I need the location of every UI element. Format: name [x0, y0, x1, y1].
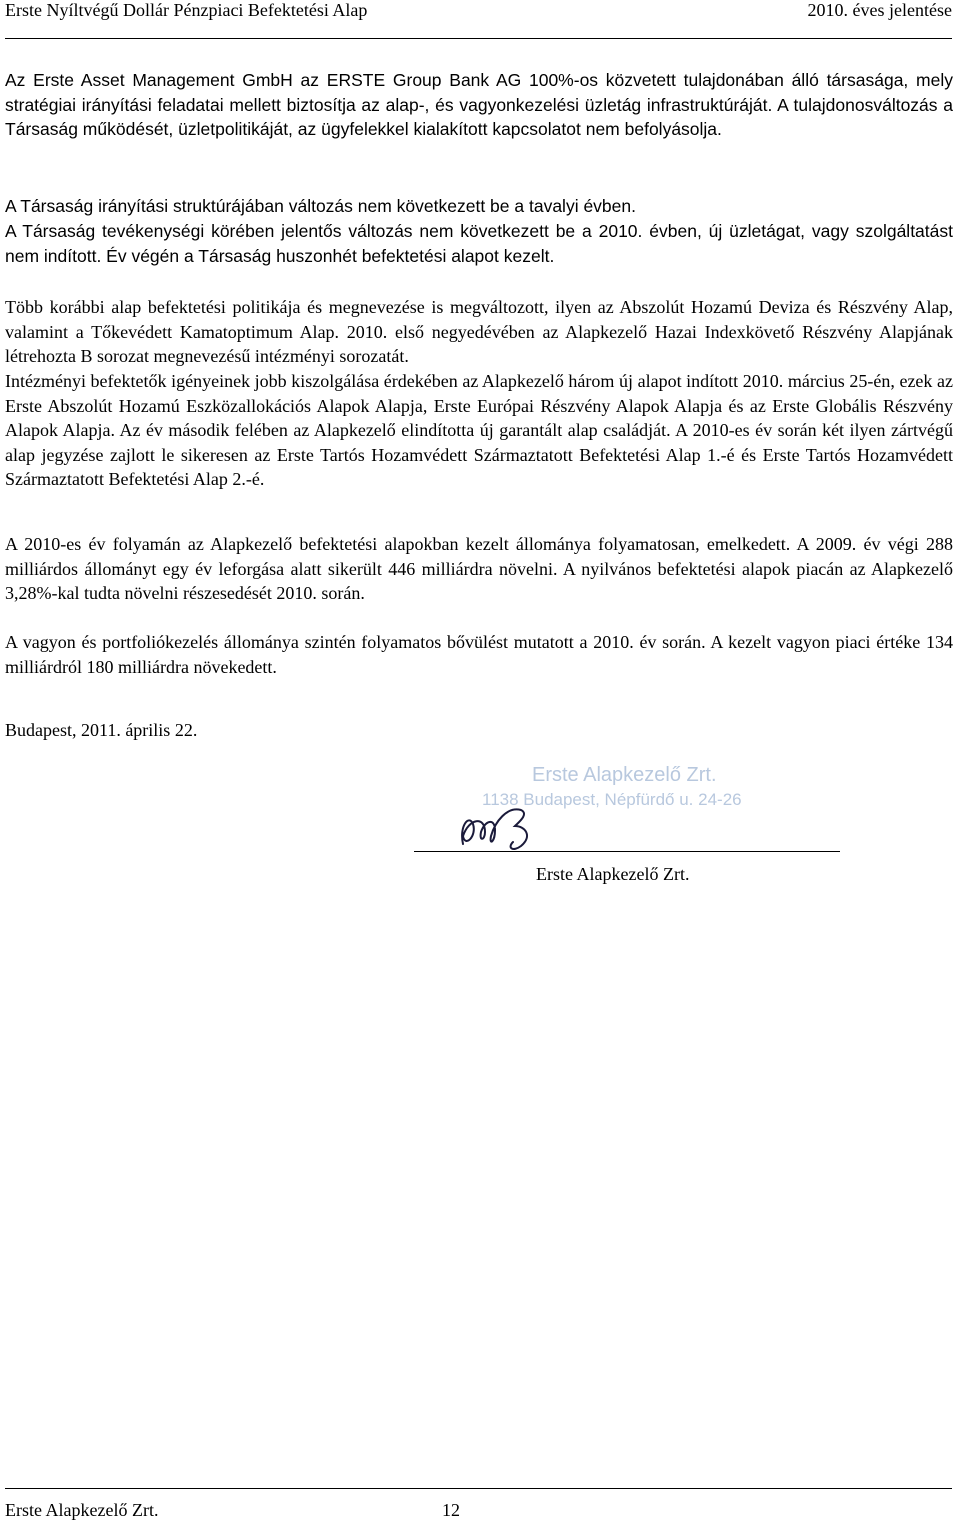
paragraph-activities: A Társaság tevékenységi körében jelentős változás nem következett be a 2010. évben, új üzletágat, vagy szolgáltatást nem indított. Év végén a Társaság huszonhét befektetési alapot kezelt. [5, 221, 953, 266]
stamp-company-name: Erste Alapkezelő Zrt. [532, 764, 717, 786]
place-and-date: Budapest, 2011. április 22. [5, 720, 198, 740]
header-fund-name: Erste Nyíltvégű Dollár Pénzpiaci Befektetési Alap [5, 0, 368, 20]
header-report-title: 2010. éves jelentése [807, 0, 952, 20]
paragraph-new-funds: Intézményi befektetők igényeinek jobb kiszolgálása érdekében az Alapkezelő három új alapot indított 2010. március 25-én, ezek az Erste Abszolút Hozamú Eszközallokációs Alapok Alapja, Erste Európai Részvény Alapok Alapja és az Erste Globális Részvény Alapok Alapja. Az év második felében az Alapkezelő elindította új garantált alap családját. A 2010-es év során két ilyen zártvégű alap jegyzése zajlott le sikeresen az Erste Tartós Hozamvédett Származtatott Befektetési Alap 1.-é és Erste Tartós Hozamvédett Származtatott Befektetési Alap 2.-é. [5, 371, 953, 489]
page-number: 12 [442, 1500, 460, 1520]
paragraph-governance: A Társaság irányítási struktúrájában változás nem következett be a tavalyi évben. [5, 196, 636, 216]
footer-divider [5, 1488, 952, 1489]
page-header [5, 0, 952, 24]
paragraph-assets-growth: A 2010-es év folyamán az Alapkezelő befektetési alapokban kezelt állománya folyamatosan, emelkedett. A 2009. év végi 288 milliárdos állományt egy év leforgása alatt sikerült 446 milliárdra növelni. A nyilvános befektetési alapok piacán az Alapkezelő 3,28%-kal tudta növelni részesedését 2010. során. [5, 534, 953, 603]
paragraph-portfolio-management: A vagyon és portfoliókezelés állománya szintén folyamatos bővülést mutatott a 2010. év során. A kezelt vagyon piaci értéke 134 milliárdról 180 milliárdra növekedett. [5, 632, 953, 677]
handwritten-signature [455, 796, 565, 856]
signature-line [414, 851, 840, 852]
signature-caption: Erste Alapkezelő Zrt. [536, 864, 690, 884]
stamp-address: 1138 Budapest, Népfürdő u. 24-26 [482, 790, 742, 809]
header-divider [5, 38, 952, 39]
paragraph-ownership: Az Erste Asset Management GmbH az ERSTE Group Bank AG 100%-os közvetett tulajdonában álló társasága, mely stratégiai irányítási feladatai mellett biztosítja az alap-, és vagyonkezelési üzletág infrastruktúráját. A tulajdonosváltozás a Társaság működését, üzletpolitikáját, az ügyfelekkel kialakított kapcsolatot nem befolyásolja. [5, 70, 953, 139]
paragraph-fund-changes: Több korábbi alap befektetési politikája és megnevezése is megváltozott, ilyen az Abszolút Hozamú Deviza és Részvény Alap, valamint a Tőkevédett Kamatoptimum Alap. 2010. első negyedévében az Alapkezelő Hazai Indexkövető Részvény Alapjának létrehozta B sorozat megnevezésű intézményi sorozatát. [5, 297, 953, 366]
footer-company: Erste Alapkezelő Zrt. [5, 1500, 159, 1520]
